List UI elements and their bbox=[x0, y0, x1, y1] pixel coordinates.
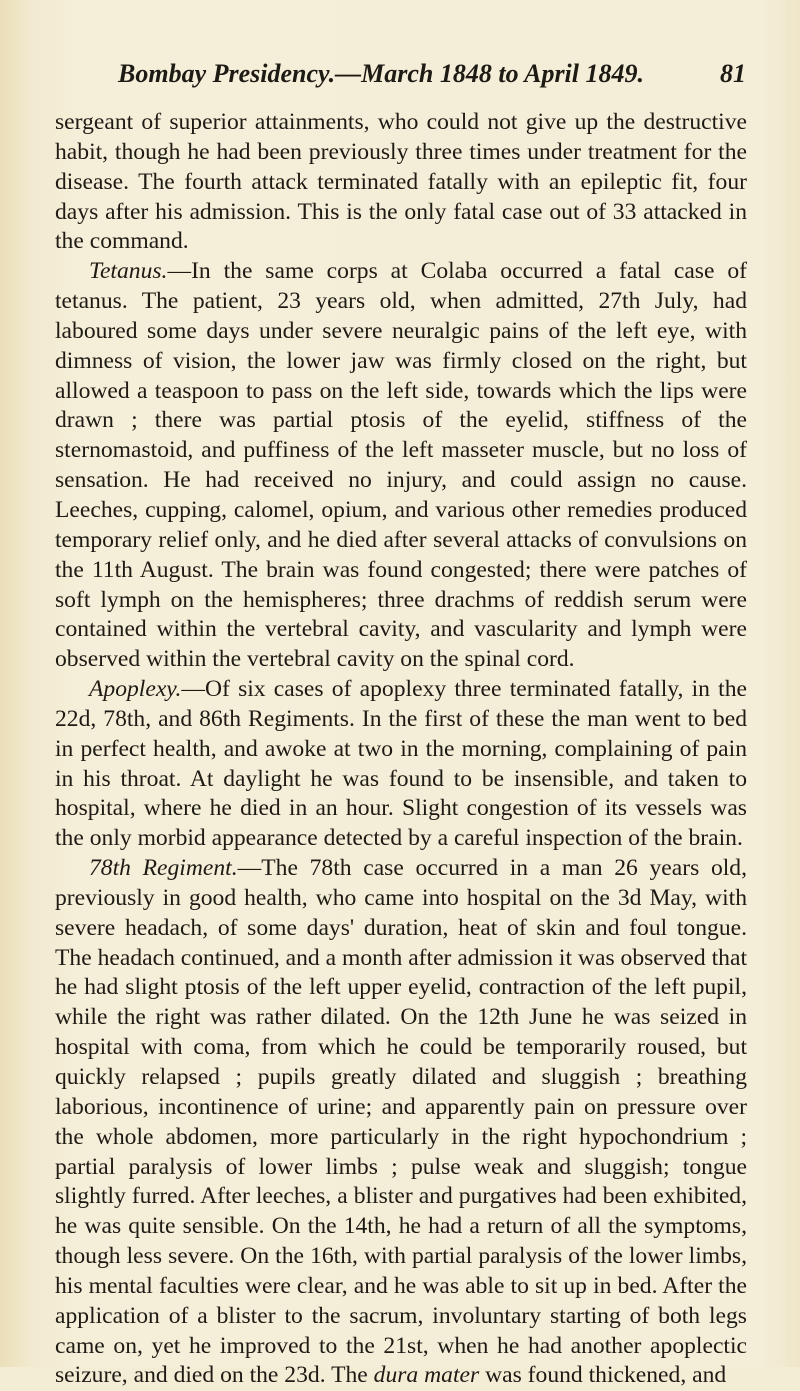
paragraph-tetanus bbox=[55, 257, 747, 675]
section-heading-apoplexy: Apoplexy. bbox=[89, 676, 182, 703]
running-header bbox=[118, 54, 746, 94]
section-heading-78th-regiment: 78th Regiment. bbox=[89, 855, 238, 882]
paragraph-apoplexy bbox=[55, 675, 747, 854]
running-header-title: Bombay Presidency.—March 1848 to April 1849. bbox=[118, 59, 645, 88]
paragraph-text: —In the same corps at Colaba occurred a fatal case of tetanus. The patient, 23 years old, when admitted, 27th July, had laboured some days under severe neuralgic pains of the left eye, with dimness of vision, the lower jaw was firmly closed on the right, but allowed a teaspoon to pass on the left side, towards which the lips were drawn ; there was partial ptosis of the eyelid, stiffness of the sternomastoid, and puffiness of the left masseter muscle, but no loss of sensation. He had received no injury, and could assign no cause. Leeches, cupping, calomel, opium, and various other remedies produced temporary relief only, and he died after several attacks of convulsions on the 11th August. The brain was found congested; there were patches of soft lymph on the hemispheres; three drachms of reddish serum were contained within the vertebral cavity, and vascularity and lymph were observed within the vertebral cavity on the spinal cord. bbox=[55, 258, 747, 673]
page-number: 81 bbox=[720, 59, 746, 88]
paragraph-78th-regiment bbox=[55, 854, 747, 1391]
paragraph-text: —Of six cases of apoplexy three terminated fatally, in the 22d, 78th, and 86th Regiments. In the first of these the man went to bed in perfect health, and awoke at two in the morning, complaining of pain in his throat. At daylight he was found to be insensible, and taken to hospital, where he died in an hour. Slight congestion of its vessels was the only morbid appearance detected by a careful inspection of the brain. bbox=[55, 676, 747, 852]
italic-term: dura mater bbox=[373, 1362, 480, 1389]
section-heading-tetanus: Tetanus. bbox=[89, 258, 168, 285]
paragraph-text: —The 78th case occurred in a man 26 years old, previously in good health, who came into hospital on the 3d May, with severe headach, of some days' duration, heat of skin and foul tongue. The headach continued, and a month after admission it was observed that he had slight ptosis of the left upper eyelid, contraction of the left pupil, while the right was rather dilated. On the 12th June he was seized in hospital with coma, from which he could be temporarily roused, but quickly relapsed ; pupils greatly dilated and sluggish ; breathing laborious, incontinence of urine; and apparently pain on pressure over the whole abdomen, more particularly in the right hypochondrium ; partial paralysis of lower limbs ; pulse weak and sluggish; tongue slightly furred. After leeches, a blister and purgatives had been exhibited, he was quite sensible. On the 14th, he had a return of all the symptoms, though less severe. On the 16th, with partial paralysis of the lower limbs, his mental faculties were clear, and he was able to sit up in bed. After the application of a blister to the sacrum, involuntary starting of both legs came on, yet he improved to the 21st, when he had another apoplectic seizure, and died on the 23d. The bbox=[55, 855, 748, 1389]
paragraph-epilepsy-continuation bbox=[55, 108, 747, 257]
paragraph-text: sergeant of superior attainments, who could not give up the destructive habit, though he had been previously three times under treatment for the disease. The fourth attack terminated fatally with an epileptic fit, four days after his admission. This is the only fatal case out of 33 attacked in the command. bbox=[55, 109, 747, 255]
paragraph-text-end: was found thickened, and bbox=[479, 1362, 727, 1389]
body-text bbox=[55, 108, 747, 1391]
